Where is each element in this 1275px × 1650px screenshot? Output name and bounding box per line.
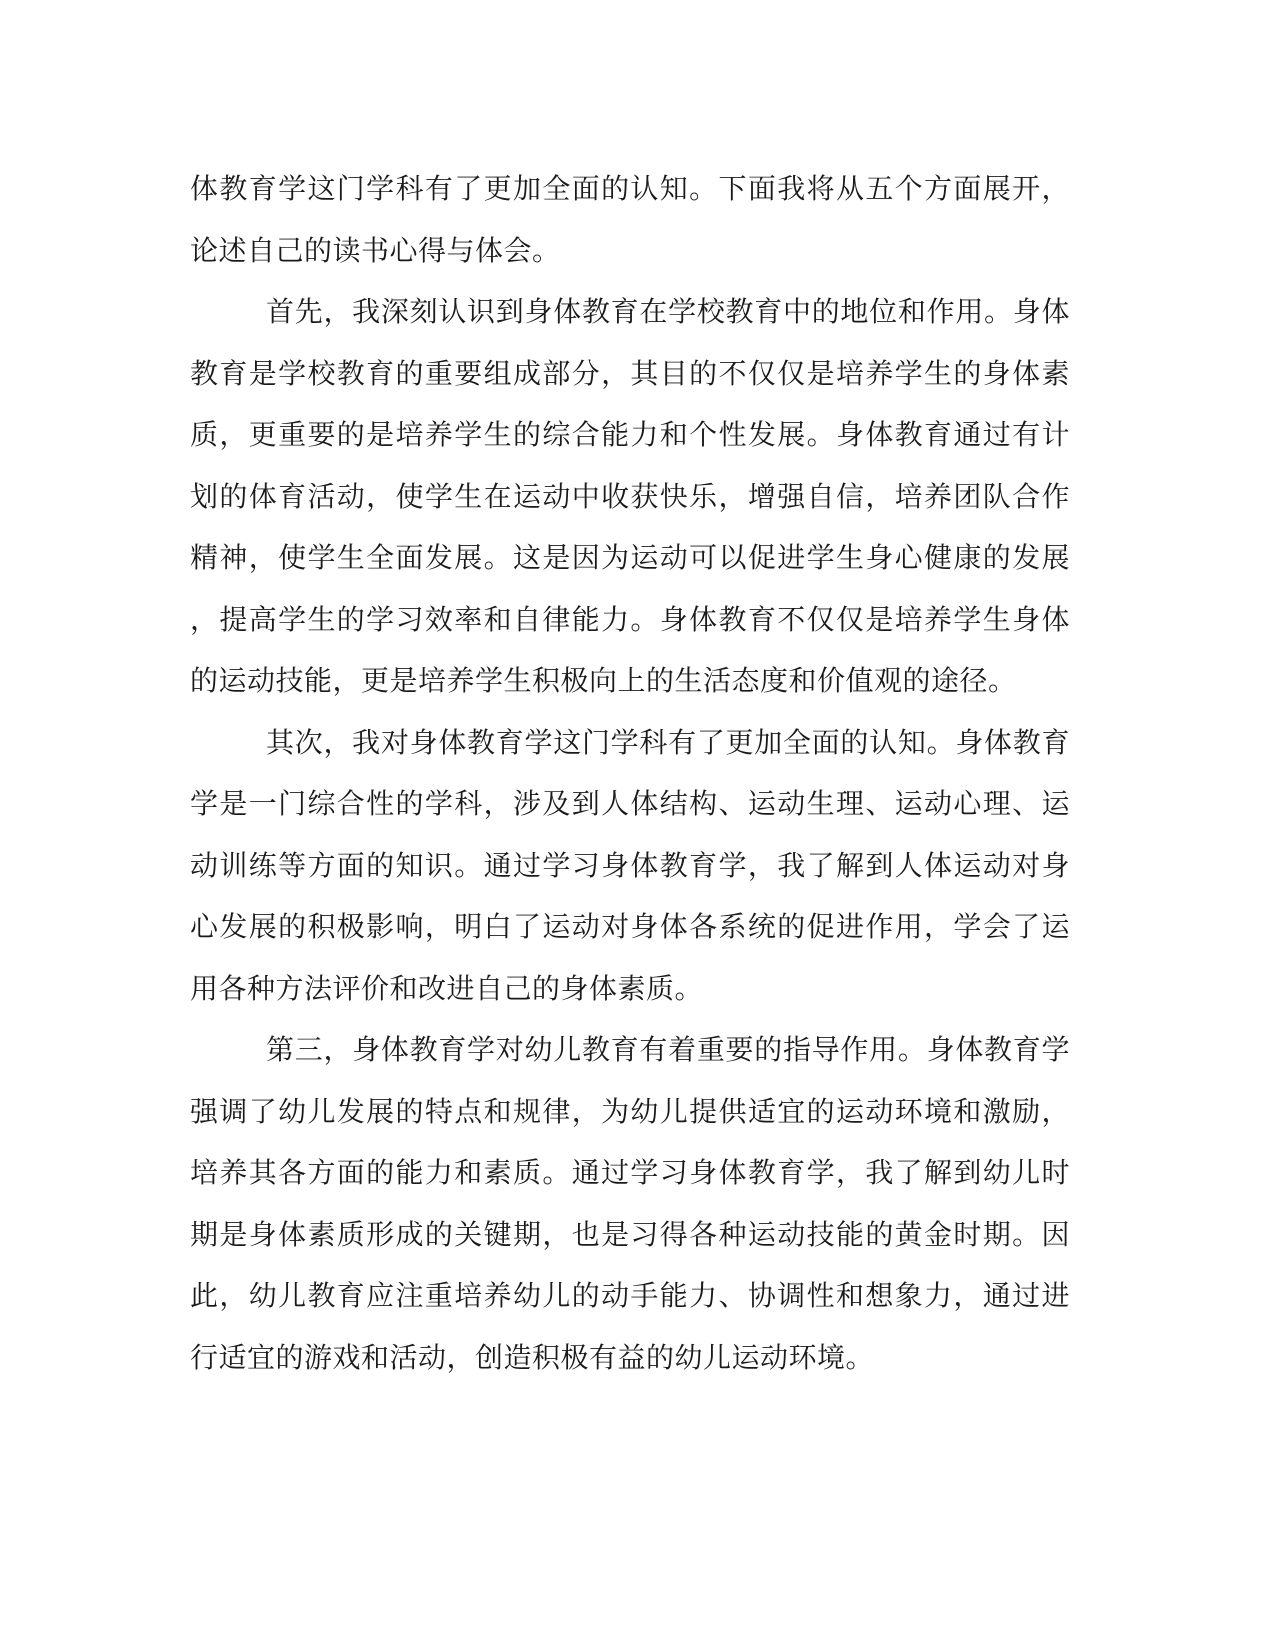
text-line: 论述自己的读书心得与体会。 xyxy=(190,233,561,267)
text-line: 质，更重要的是培养学生的综合能力和个性发展。身体教育通过有计 xyxy=(190,418,1070,451)
paragraph-1 xyxy=(190,158,1070,281)
text-line: 教育是学校教育的重要组成部分，其目的不仅仅是培养学生的身体素 xyxy=(190,356,1070,390)
text-line: 学是一门综合性的学科，涉及到人体结构、运动生理、运动心理、运 xyxy=(190,787,1070,820)
text-line: 体教育学这门学科有了更加全面的认知。下面我将从五个方面展开， xyxy=(190,172,1070,205)
text-line: 行适宜的游戏和活动，创造积极有益的幼儿运动环境。 xyxy=(190,1340,875,1374)
text-line: 期是身体素质形成的关键期，也是习得各种运动技能的黄金时期。因 xyxy=(190,1217,1070,1251)
paragraph-3 xyxy=(190,712,1070,1020)
text-line: 第三，身体教育学对幼儿教育有着重要的指导作用。身体教育学 xyxy=(266,1033,1070,1066)
text-line: 精神，使学生全面发展。这是因为运动可以促进学生身心健康的发展 xyxy=(190,541,1070,574)
paragraph-2 xyxy=(190,281,1070,712)
text-line: 其次，我对身体教育学这门学科有了更加全面的认知。身体教育 xyxy=(266,725,1070,759)
body-text xyxy=(190,158,1070,1388)
paragraph-4 xyxy=(190,1019,1070,1388)
text-line: 心发展的积极影响，明白了运动对身体各系统的促进作用，学会了运 xyxy=(190,910,1070,943)
text-line: 强调了幼儿发展的特点和规律，为幼儿提供适宜的运动环境和激励， xyxy=(190,1094,1070,1128)
text-line: 的运动技能，更是培养学生积极向上的生活态度和价值观的途径。 xyxy=(190,664,1017,697)
text-line: 动训练等方面的知识。通过学习身体教育学，我了解到人体运动对身 xyxy=(190,848,1070,882)
text-line: 培养其各方面的能力和素质。通过学习身体教育学，我了解到幼儿时 xyxy=(190,1156,1070,1189)
text-line: 首先，我深刻认识到身体教育在学校教育中的地位和作用。身体 xyxy=(266,295,1070,328)
text-line: 此，幼儿教育应注重培养幼儿的动手能力、协调性和想象力，通过进 xyxy=(190,1279,1070,1312)
text-line: 划的体育活动，使学生在运动中收获快乐，增强自信，培养团队合作 xyxy=(190,479,1070,513)
text-line: 用各种方法评价和改进自己的身体素质。 xyxy=(190,971,704,1005)
text-line: ，提高学生的学习效率和自律能力。身体教育不仅仅是培养学生身体 xyxy=(190,602,1070,636)
